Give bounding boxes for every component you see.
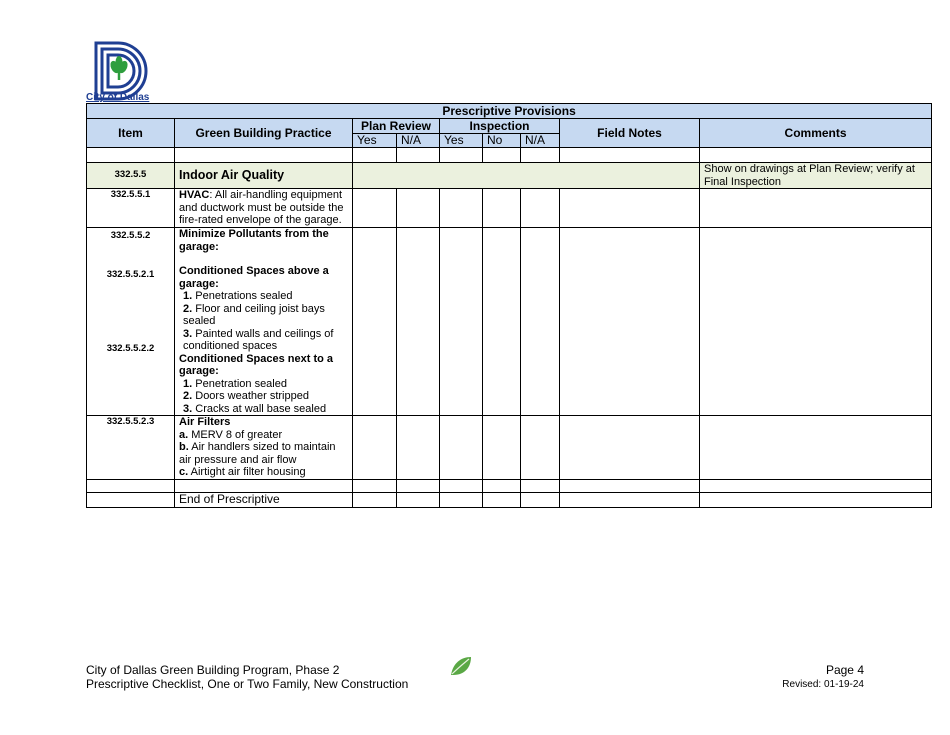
table-row-section xyxy=(87,163,932,189)
end-of-prescriptive: End of Prescriptive xyxy=(175,492,353,507)
checkbox-inspection-no[interactable] xyxy=(483,228,521,416)
logo-caption: City of Dallas xyxy=(86,92,150,103)
header-practice: Green Building Practice xyxy=(175,119,353,148)
header-field-notes: Field Notes xyxy=(560,119,700,148)
comments-cell[interactable] xyxy=(700,416,932,480)
table-row-spacer xyxy=(87,148,932,163)
row-practice: Air Filters a. MERV 8 of greater b. Air handlers sized to maintain air pressure and air flow c. Airtight air filter housing xyxy=(175,416,353,480)
checkbox-plan-review-na[interactable] xyxy=(397,416,440,480)
table-row xyxy=(87,189,932,228)
checkbox-inspection-na[interactable] xyxy=(521,189,560,228)
checkbox-inspection-na[interactable] xyxy=(521,228,560,416)
checkbox-inspection-yes[interactable] xyxy=(440,416,483,480)
banner-prescriptive-provisions: Prescriptive Provisions xyxy=(87,104,932,119)
checkbox-inspection-yes[interactable] xyxy=(440,189,483,228)
section-item: 332.5.5 xyxy=(87,163,175,189)
table-row-spacer xyxy=(87,479,932,492)
checkbox-plan-review-yes[interactable] xyxy=(353,228,397,416)
comments-cell[interactable] xyxy=(700,228,932,416)
section-comment: Show on drawings at Plan Review; verify at Final Inspection xyxy=(700,163,932,189)
section-title: Indoor Air Quality xyxy=(175,163,353,189)
checkbox-inspection-yes[interactable] xyxy=(440,228,483,416)
header-inspection-no: No xyxy=(483,134,521,148)
checkbox-inspection-na[interactable] xyxy=(521,416,560,480)
footer-page-number: Page 4 xyxy=(825,663,864,677)
field-notes-cell[interactable] xyxy=(560,416,700,480)
field-notes-cell[interactable] xyxy=(560,189,700,228)
footer-revised-date: Revised: 01-19-24 xyxy=(782,679,864,690)
footer-program-title: City of Dallas Green Building Program, Phase 2 xyxy=(86,663,340,677)
header-inspection-yes: Yes xyxy=(440,134,483,148)
prescriptive-checklist-table xyxy=(86,103,932,508)
header-plan-review-yes: Yes xyxy=(353,134,397,148)
header-plan-review-na: N/A xyxy=(397,134,440,148)
header-item: Item xyxy=(87,119,175,148)
field-notes-cell[interactable] xyxy=(560,228,700,416)
checkbox-plan-review-na[interactable] xyxy=(397,189,440,228)
footer-checklist-title: Prescriptive Checklist, One or Two Family, New Construction xyxy=(86,677,409,691)
table-row xyxy=(87,228,932,416)
checkbox-plan-review-yes[interactable] xyxy=(353,189,397,228)
header-inspection: Inspection xyxy=(440,119,560,134)
checkbox-plan-review-yes[interactable] xyxy=(353,416,397,480)
comments-cell[interactable] xyxy=(700,189,932,228)
checkbox-inspection-no[interactable] xyxy=(483,416,521,480)
header-plan-review: Plan Review xyxy=(353,119,440,134)
checkbox-plan-review-na[interactable] xyxy=(397,228,440,416)
row-practice: HVAC: All air-handling equipment and ductwork must be outside the fire-rated envelope of the garage. xyxy=(175,189,353,228)
leaf-icon xyxy=(449,655,473,677)
checkbox-inspection-no[interactable] xyxy=(483,189,521,228)
row-item: 332.5.5.2.3 xyxy=(87,416,175,480)
row-item: 332.5.5.2 332.5.5.2.1 332.5.5.2.2 xyxy=(87,228,175,416)
header-comments: Comments xyxy=(700,119,932,148)
table-row-end xyxy=(87,492,932,507)
row-item: 332.5.5.1 xyxy=(87,189,175,228)
header-inspection-na: N/A xyxy=(521,134,560,148)
row-practice: Minimize Pollutants from the garage: Conditioned Spaces above a garage: 1. Penetrations sealed 2. Floor and ceiling joist bays sealed 3. Painted walls and ceilings of conditioned spaces Conditioned Spaces next to a garage: 1. Penetration sealed 2. Doors weather stripped 3. Cracks at wall base sealed xyxy=(175,228,353,416)
table-row xyxy=(87,416,932,480)
